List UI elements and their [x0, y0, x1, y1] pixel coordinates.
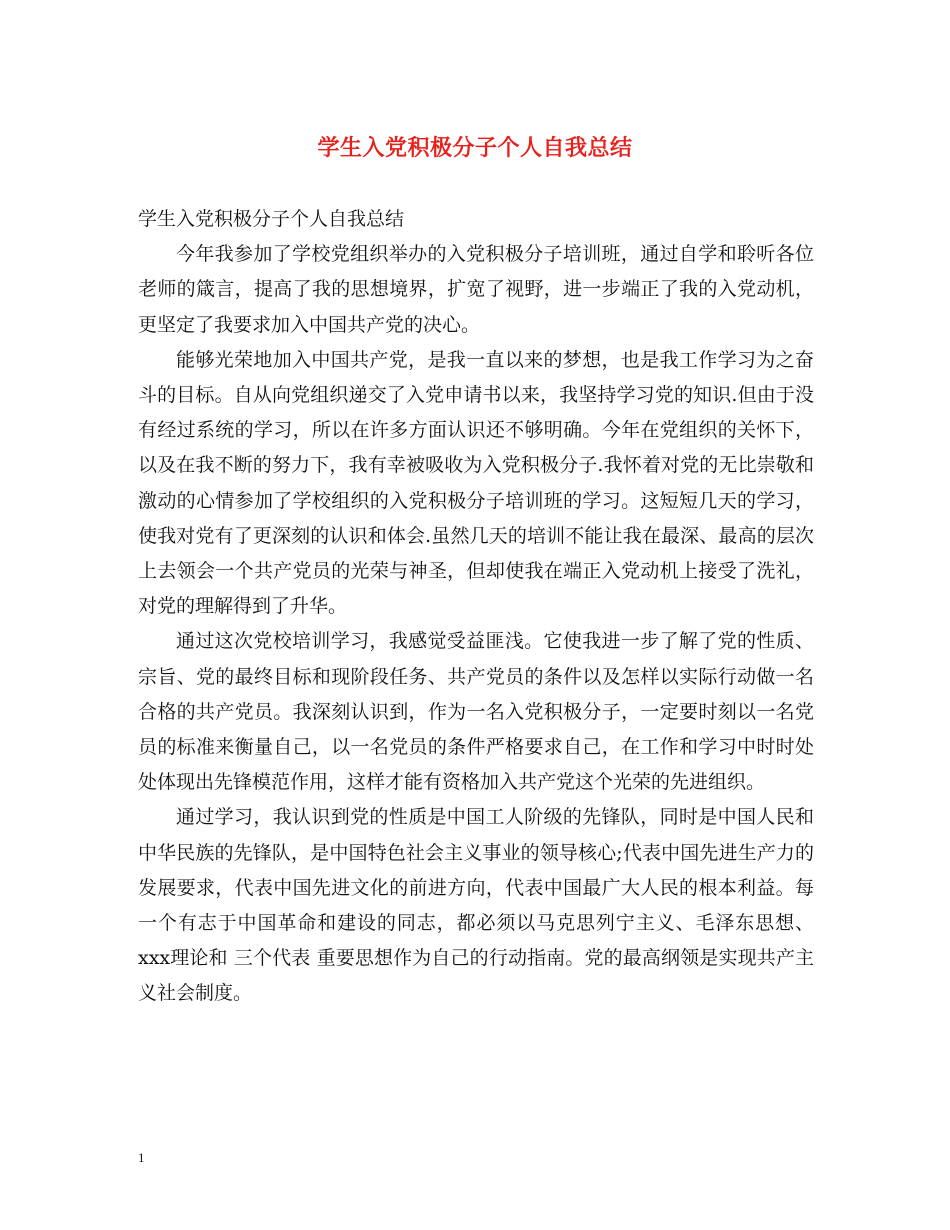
- paragraph-3: 通过这次党校培训学习，我感觉受益匪浅。它使我进一步了解了党的性质、宗旨、党的最终目标和现阶段任务、共产党员的条件以及怎样以实际行动做一名合格的共产党员。我深刻认识到，作为一名入党积极分子，一定要时刻以一名党员的标准来衡量自己，以一名党员的条件严格要求自己，在工作和学习中时时处处体现出先锋模范作用，这样才能有资格加入共产党这个光荣的先进组织。: [138, 630, 814, 794]
- document-body: [138, 202, 814, 1012]
- paragraph-2: 能够光荣地加入中国共产党，是我一直以来的梦想，也是我工作学习为之奋斗的目标。自从向党组织递交了入党申请书以来，我坚持学习党的知识.但由于没有经过系统的学习，所以在许多方面认识还不够明确。今年在党组织的关怀下，以及在我不断的努力下，我有幸被吸收为入党积极分子.我怀着对党的无比崇敬和激动的心情参加了学校组织的入党积极分子培训班的学习。这短短几天的学习，使我对党有了更深刻的认识和体会.虽然几天的培训不能让我在最深、最高的层次上去领会一个共产党员的光荣与神圣，但却使我在端正入党动机上接受了洗礼，对党的理解得到了升华。: [138, 348, 814, 618]
- document-title: 学生入党积极分子个人自我总结: [317, 135, 633, 161]
- paragraph-4: 通过学习，我认识到党的性质是中国工人阶级的先锋队，同时是中国人民和中华民族的先锋队，是中国特色社会主义事业的领导核心;代表中国先进生产力的发展要求，代表中国先进文化的前进方向，代表中国最广大人民的根本利益。每一个有志于中国革命和建设的同志，都必须以马克思列宁主义、毛泽东思想、xxx理论和 三个代表 重要思想作为自己的行动指南。党的最高纲领是实现共产主义社会制度。: [138, 806, 814, 1005]
- paragraph-1: 今年我参加了学校党组织举办的入党积极分子培训班，通过自学和聆听各位老师的箴言，提高了我的思想境界，扩宽了视野，进一步端正了我的入党动机，更坚定了我要求加入中国共产党的决心。: [138, 243, 814, 336]
- document-subtitle: 学生入党积极分子个人自我总结: [138, 208, 405, 230]
- page-number: 1: [138, 1150, 145, 1165]
